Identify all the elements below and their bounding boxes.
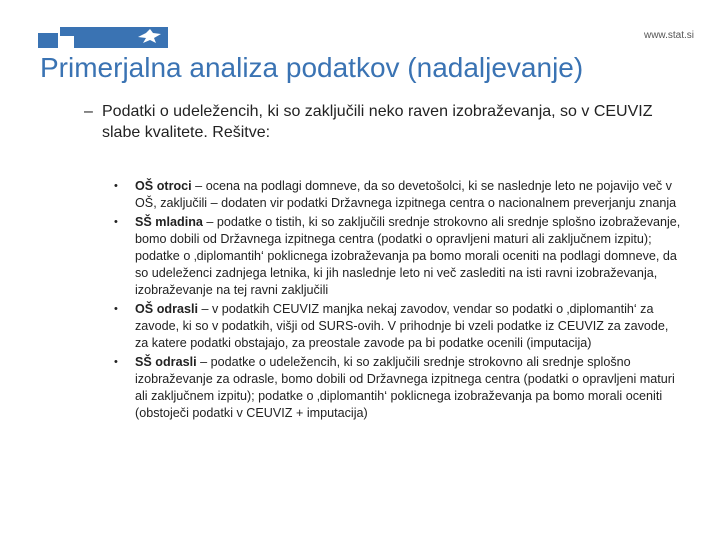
list-item	[114, 301, 684, 352]
bullet-glyph: •	[114, 180, 118, 192]
bullet-term: OŠ otroci	[135, 179, 192, 193]
bullet-glyph: •	[114, 303, 118, 315]
bullet-glyph: •	[114, 356, 118, 368]
slide-title: Primerjalna analiza podatkov (nadaljevanje)	[40, 52, 584, 83]
solutions-list	[114, 178, 684, 424]
stat-logo-graphic	[0, 0, 720, 60]
list-item	[114, 354, 684, 422]
bullet-text: – podatke o tistih, ki so zaključili srednje strokovno ali srednje splošno izobraževanje, bomo dobili od Državnega izpitnega centra (podatki o opravljeni maturi ali zaključnem izpitu); podatke o ‚diplomantih‘ poklicnega izobraževanja pa bomo morali oceniti na podlagi domneve, da so udeleženci zadnjega letnika, ki jih naslednje leto ni več zaslediti na isti ravni izobraževanja, izobraževanje na tej ravni zaključili	[135, 215, 681, 297]
bullet-text: – ocena na podlagi domneve, da so devetošolci, ki se naslednje leto ne pojavijo več v OŠ, zaključili – dodaten vir podatki Državnega izpitnega centra o nacionalnem preverjanju znanja	[135, 179, 677, 210]
bullet-term: SŠ mladina	[135, 215, 203, 229]
header-logo-bar	[0, 0, 720, 60]
bullet-term: SŠ odrasli	[135, 355, 197, 369]
subtitle-dash: –	[84, 103, 93, 120]
bullet-text: – podatke o udeležencih, ki so zaključili srednje strokovno ali srednje splošno izobraževanje za odrasle, bomo dobili od Državnega izpitnega centra (podatki o opravljeni maturi ali zaključnem izpitu); podatke o ‚diplomantih‘ poklicnega izobraževanja pa bomo morali oceniti (obstoječi podatki v CEUVIZ + imputacija)	[135, 355, 675, 420]
slide-subtitle	[84, 101, 664, 143]
bullet-term: OŠ odrasli	[135, 302, 198, 316]
subtitle-text: Podatki o udeležencih, ki so zaključili neko raven izobraževanja, so v CEUVIZ slabe kvalitete. Rešitve:	[102, 103, 653, 141]
list-item	[114, 178, 684, 212]
list-item	[114, 214, 684, 299]
bullet-text: – v podatkih CEUVIZ manjka nekaj zavodov, vendar so podatki o ‚diplomantih‘ za zavode, ki so v podatkih, višji od SURS-ovih. V prihodnje bi vzeli podatke iz CEUVIZ za zavode, za katere podatki obstajajo, za preostale zavode pa bi podatke ocenili (imputacija)	[135, 302, 669, 350]
bullet-glyph: •	[114, 216, 118, 228]
site-url: www.stat.si	[643, 30, 694, 41]
logo-left-block	[38, 33, 58, 48]
